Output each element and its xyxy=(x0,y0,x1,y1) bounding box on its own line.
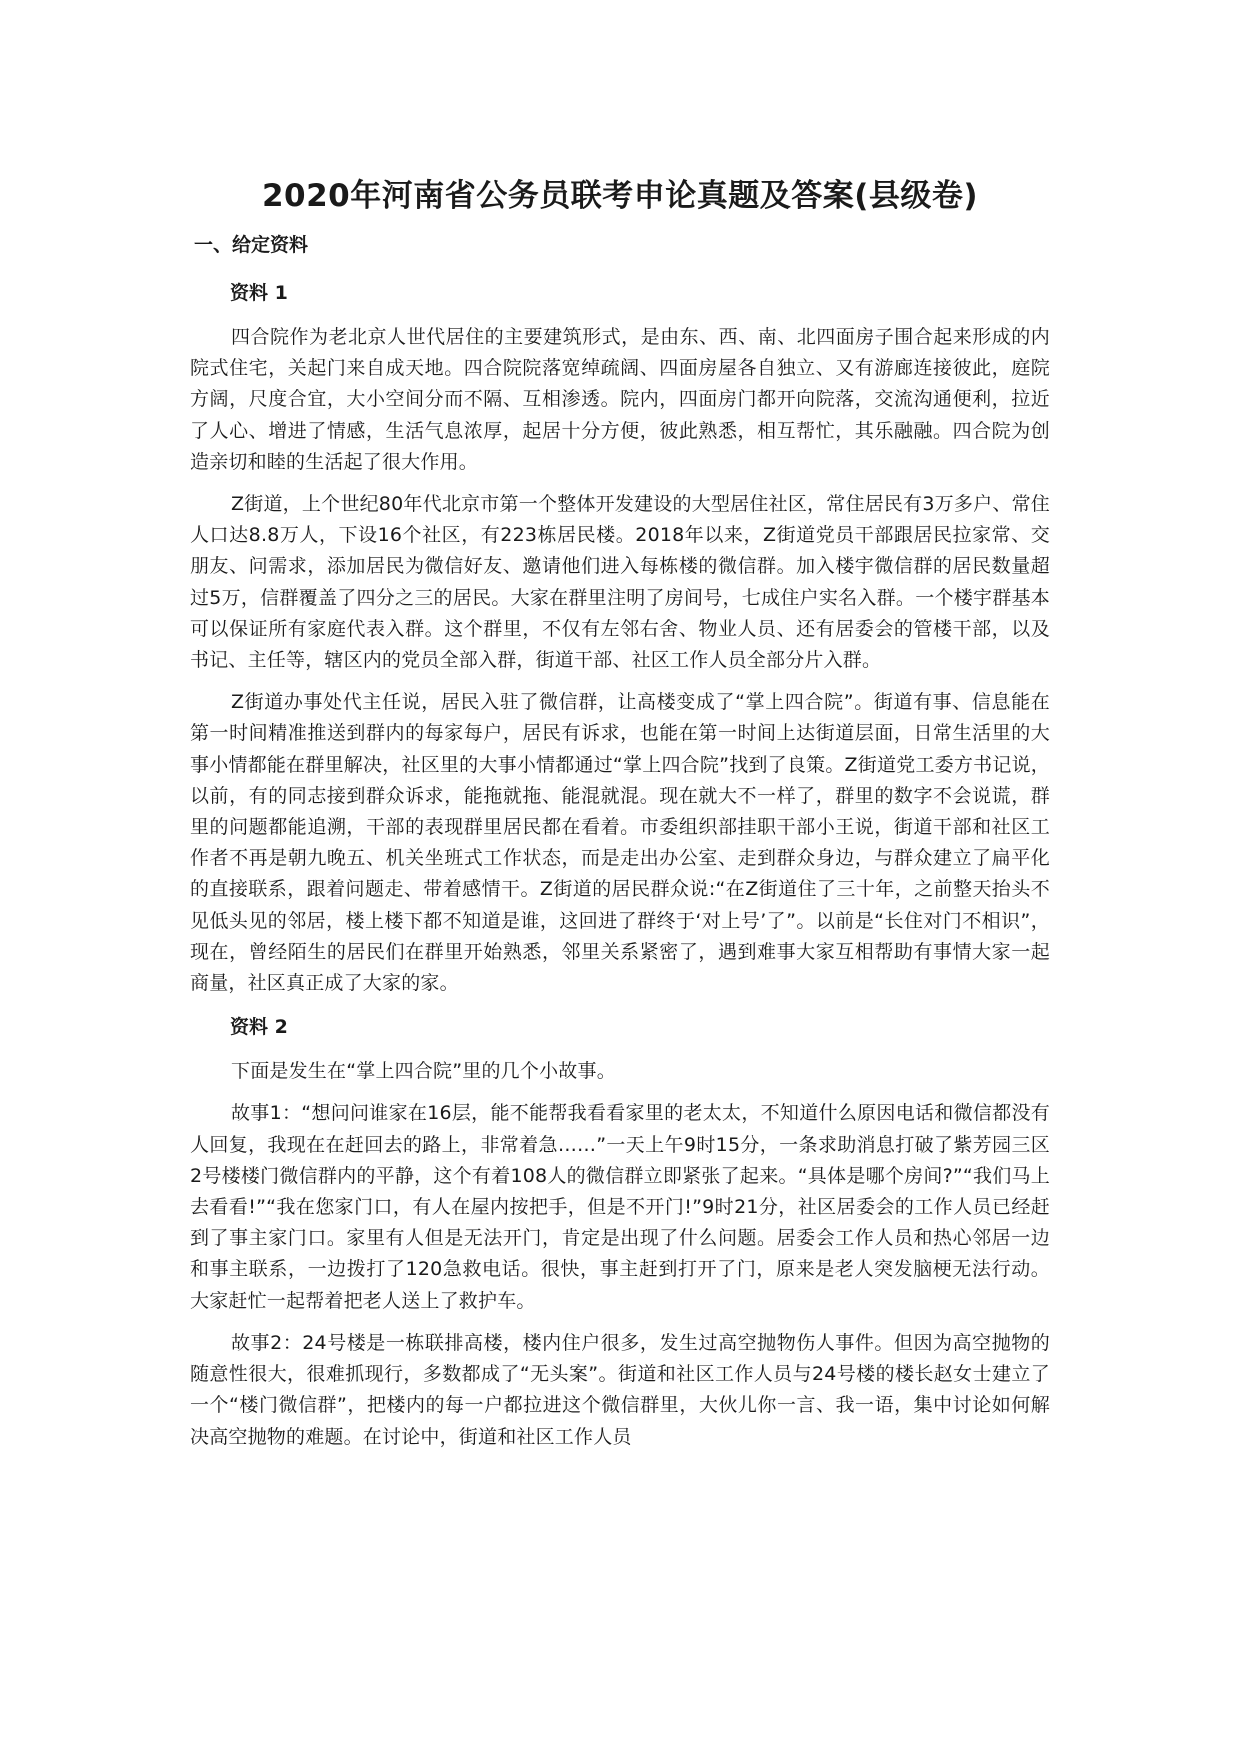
material-2-paragraph-1: 下面是发生在“掌上四合院”里的几个小故事。 xyxy=(231,1060,616,1083)
material-2-heading: 资料 2 xyxy=(230,1016,288,1039)
document-title: 2020年河南省公务员联考申论真题及答案(县级卷) xyxy=(261,178,979,214)
material-1-heading: 资料 1 xyxy=(230,282,288,304)
document-body xyxy=(190,228,1050,1464)
material-1-paragraph-1: 四合院作为老北京人世代居住的主要建筑形式，是由东、西、南、北四面房子围合起来形成的内院式住宅，关起门来自成天地。四合院院落宽绰疏阔、四面房屋各自独立、又有游廊连接彼此，庭院方阔，尺度合宜，大小空间分而不隔、互相渗透。院内，四面房门都开向院落，交流沟通便利，拉近了人心、增进了情感，生活气息浓厚，起居十分方便，彼此熟悉，相互帮忙，其乐融融。四合院为创造亲切和睦的生活起了很大作用。 xyxy=(190,326,1050,473)
material-1-paragraph-3: Z街道办事处代主任说，居民入驻了微信群，让高楼变成了“掌上四合院”。街道有事、信息能在第一时间精准推送到群内的每家每户，居民有诉求，也能在第一时间上达街道层面，日常生活里的大事小情都能在群里解决，社区里的大事小情都通过“掌上四合院”找到了良策。Z街道党工委方书记说，以前，有的同志接到群众诉求，能拖就拖、能混就混。现在就大不一样了，群里的数字不会说谎，群里的问题都能追溯，干部的表现群里居民都在看着。市委组织部挂职干部小王说，街道干部和社区工作者不再是朝九晚五、机关坐班式工作状态，而是走出办公室、走到群众身边，与群众建立了扁平化的直接联系，跟着问题走、带着感情干。Z街道的居民群众说:“在Z街道住了三十年，之前整天抬头不见低头见的邻居，楼上楼下都不知道是谁，这回进了群终于‘对上号’了”。以前是“长住对门不相识”，现在，曾经陌生的居民们在群里开始熟悉，邻里关系紧密了，遇到难事大家互相帮助有事情大家一起商量，社区真正成了大家的家。 xyxy=(190,691,1050,995)
material-2-paragraph-3: 故事2：24号楼是一栋联排高楼，楼内住户很多，发生过高空抛物伤人事件。但因为高空抛物的随意性很大，很难抓现行，多数都成了“无头案”。街道和社区工作人员与24号楼的楼长赵女士建立了一个“楼门微信群”，把楼内的每一户都拉进这个微信群里，大伙儿你一言、我一语，集中讨论如何解决高空抛物的难题。在讨论中，街道和社区工作人员 xyxy=(190,1331,1050,1448)
section-heading: 一、给定资料 xyxy=(194,234,309,256)
material-1-paragraph-2: Z街道，上个世纪80年代北京市第一个整体开发建设的大型居住社区，常住居民有3万多户、常住人口达8.8万人，下设16个社区，有223栋居民楼。2018年以来，Z街道党员干部跟居民拉家常、交朋友、问需求，添加居民为微信好友、邀请他们进入每栋楼的微信群。加入楼宇微信群的居民数量超过5万，信群覆盖了四分之三的居民。大家在群里注明了房间号，七成住户实名入群。一个楼宇群基本可以保证所有家庭代表入群。这个群里，不仅有左邻右舍、物业人员、还有居委会的管楼干部，以及书记、主任等，辖区内的党员全部入群，街道干部、社区工作人员全部分片入群。 xyxy=(190,493,1050,672)
material-2-paragraph-2: 故事1：“想问问谁家在16层，能不能帮我看看家里的老太太，不知道什么原因电话和微信都没有人回复，我现在在赶回去的路上，非常着急……”一天上午9时15分，一条求助消息打破了紫芳园三区2号楼楼门微信群内的平静，这个有着108人的微信群立即紧张了起来。“具体是哪个房间?”“我们马上去看看!”“我在您家门口，有人在屋内按把手，但是不开门!”9时21分，社区居委会的工作人员已经赶到了事主家门口。家里有人但是无法开门，肯定是出现了什么问题。居委会工作人员和热心邻居一边和事主联系，一边拨打了120急救电话。很快，事主赶到打开了门，原来是老人突发脑梗无法行动。大家赶忙一起帮着把老人送上了救护车。 xyxy=(190,1102,1050,1312)
